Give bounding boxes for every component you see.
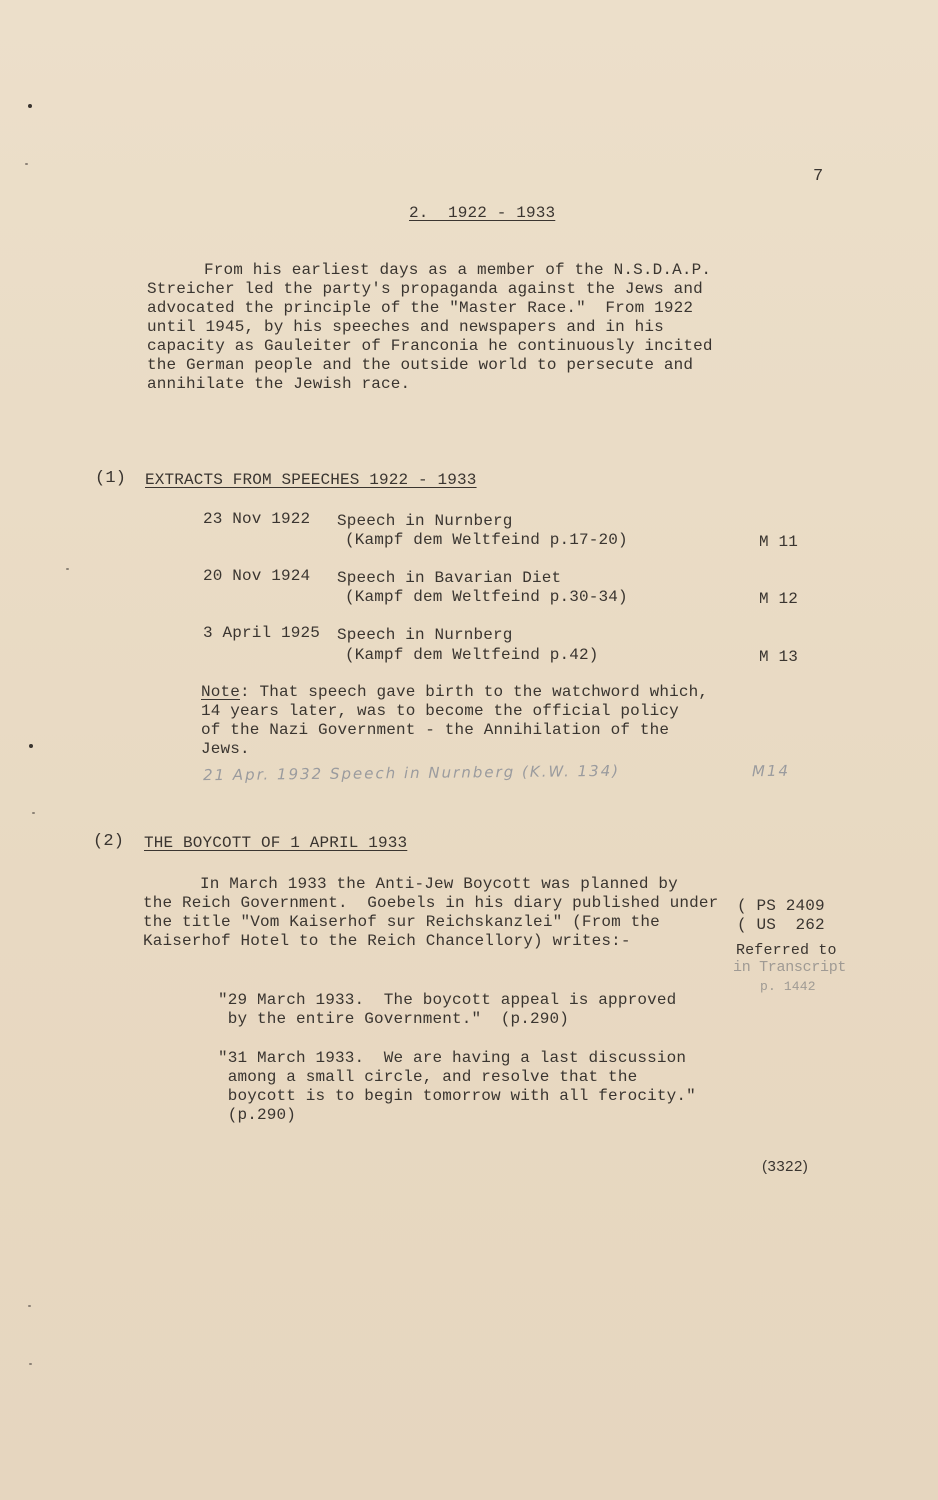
quote-line: (p.290)	[218, 1106, 297, 1124]
note-line: : That speech gave birth to the watchword which,	[240, 683, 709, 701]
note-block	[201, 683, 708, 759]
quote-line: boycott is to begin tomorrow with all ferocity."	[218, 1087, 696, 1105]
note-line: Jews.	[201, 740, 250, 758]
document-code: (3322)	[762, 1158, 809, 1175]
doc-ref: ( PS 2409	[737, 897, 825, 915]
entry-line2: (Kampf dem Weltfeind p.17-20)	[345, 531, 628, 549]
intro-line: annihilate the Jewish race.	[147, 375, 411, 393]
quote-line: "29 March 1933. The boycott appeal is approved	[218, 991, 677, 1009]
boycott-paragraph	[143, 875, 718, 951]
part2-number: (2)	[93, 832, 125, 851]
referred-line: p. 1442	[760, 979, 816, 994]
entry-date: 20 Nov 1924	[203, 567, 311, 585]
margin-speck	[32, 812, 35, 814]
handwritten-entry: 21 Apr. 1932 Speech in Nurnberg (K.W. 134)	[202, 761, 621, 785]
note-line: 14 years later, was to become the official policy	[201, 702, 679, 720]
intro-line: the German people and the outside world to persecute and	[147, 356, 694, 374]
quote-line: among a small circle, and resolve that the	[218, 1068, 638, 1086]
part1-number: (1)	[95, 469, 127, 488]
entry-line1: Speech in Nurnberg	[337, 512, 513, 530]
doc-ref: ( US 262	[737, 916, 825, 934]
quote-2	[218, 1049, 696, 1125]
referred-line: Referred to	[736, 942, 837, 959]
referred-line: in Transcript	[733, 959, 847, 976]
entry-ref: M 11	[759, 533, 799, 551]
entry-line2: (Kampf dem Weltfeind p.30-34)	[345, 588, 628, 606]
entry-line2: (Kampf dem Weltfeind p.42)	[345, 646, 599, 664]
entry-date: 23 Nov 1922	[203, 510, 311, 528]
intro-paragraph	[147, 261, 713, 394]
handwritten-ref: M14	[751, 761, 791, 781]
margin-speck	[66, 568, 69, 570]
quote-line: by the entire Government." (p.290)	[218, 1010, 570, 1028]
para-line: the Reich Government. Goebels in his diary published under	[143, 894, 719, 912]
intro-line: advocated the principle of the "Master Race." From 1922	[147, 299, 694, 317]
margin-mark	[29, 744, 33, 748]
section-heading: 2. 1922 - 1933	[409, 204, 556, 222]
margin-mark	[28, 104, 32, 108]
entry-ref: M 12	[759, 590, 799, 608]
part1-heading: EXTRACTS FROM SPEECHES 1922 - 1933	[145, 471, 477, 489]
quote-line: "31 March 1933. We are having a last discussion	[218, 1049, 687, 1067]
para-line: In March 1933 the Anti-Jew Boycott was planned by	[200, 875, 678, 893]
margin-speck	[25, 163, 28, 165]
entry-ref: M 13	[759, 648, 799, 666]
para-line: the title "Vom Kaiserhof sur Reichskanzlei" (From the	[143, 913, 660, 931]
intro-line: capacity as Gauleiter of Franconia he continuously incited	[147, 337, 713, 355]
para-line: Kaiserhof Hotel to the Reich Chancellory) writes:-	[143, 932, 631, 950]
intro-line: From his earliest days as a member of the N.S.D.A.P.	[204, 261, 712, 279]
note-label: Note	[201, 683, 241, 701]
quote-1	[218, 991, 676, 1029]
intro-line: until 1945, by his speeches and newspapers and in his	[147, 318, 664, 336]
entry-line1: Speech in Bavarian Diet	[337, 569, 562, 587]
page-number: 7	[813, 167, 824, 186]
intro-line: Streicher led the party's propaganda against the Jews and	[147, 280, 703, 298]
part2-heading: THE BOYCOTT OF 1 APRIL 1933	[144, 834, 408, 852]
entry-line1: Speech in Nurnberg	[337, 626, 513, 644]
margin-speck	[28, 1305, 31, 1307]
entry-date: 3 April 1925	[203, 624, 321, 642]
note-line: of the Nazi Government - the Annihilation of the	[201, 721, 670, 739]
margin-speck	[29, 1363, 32, 1365]
